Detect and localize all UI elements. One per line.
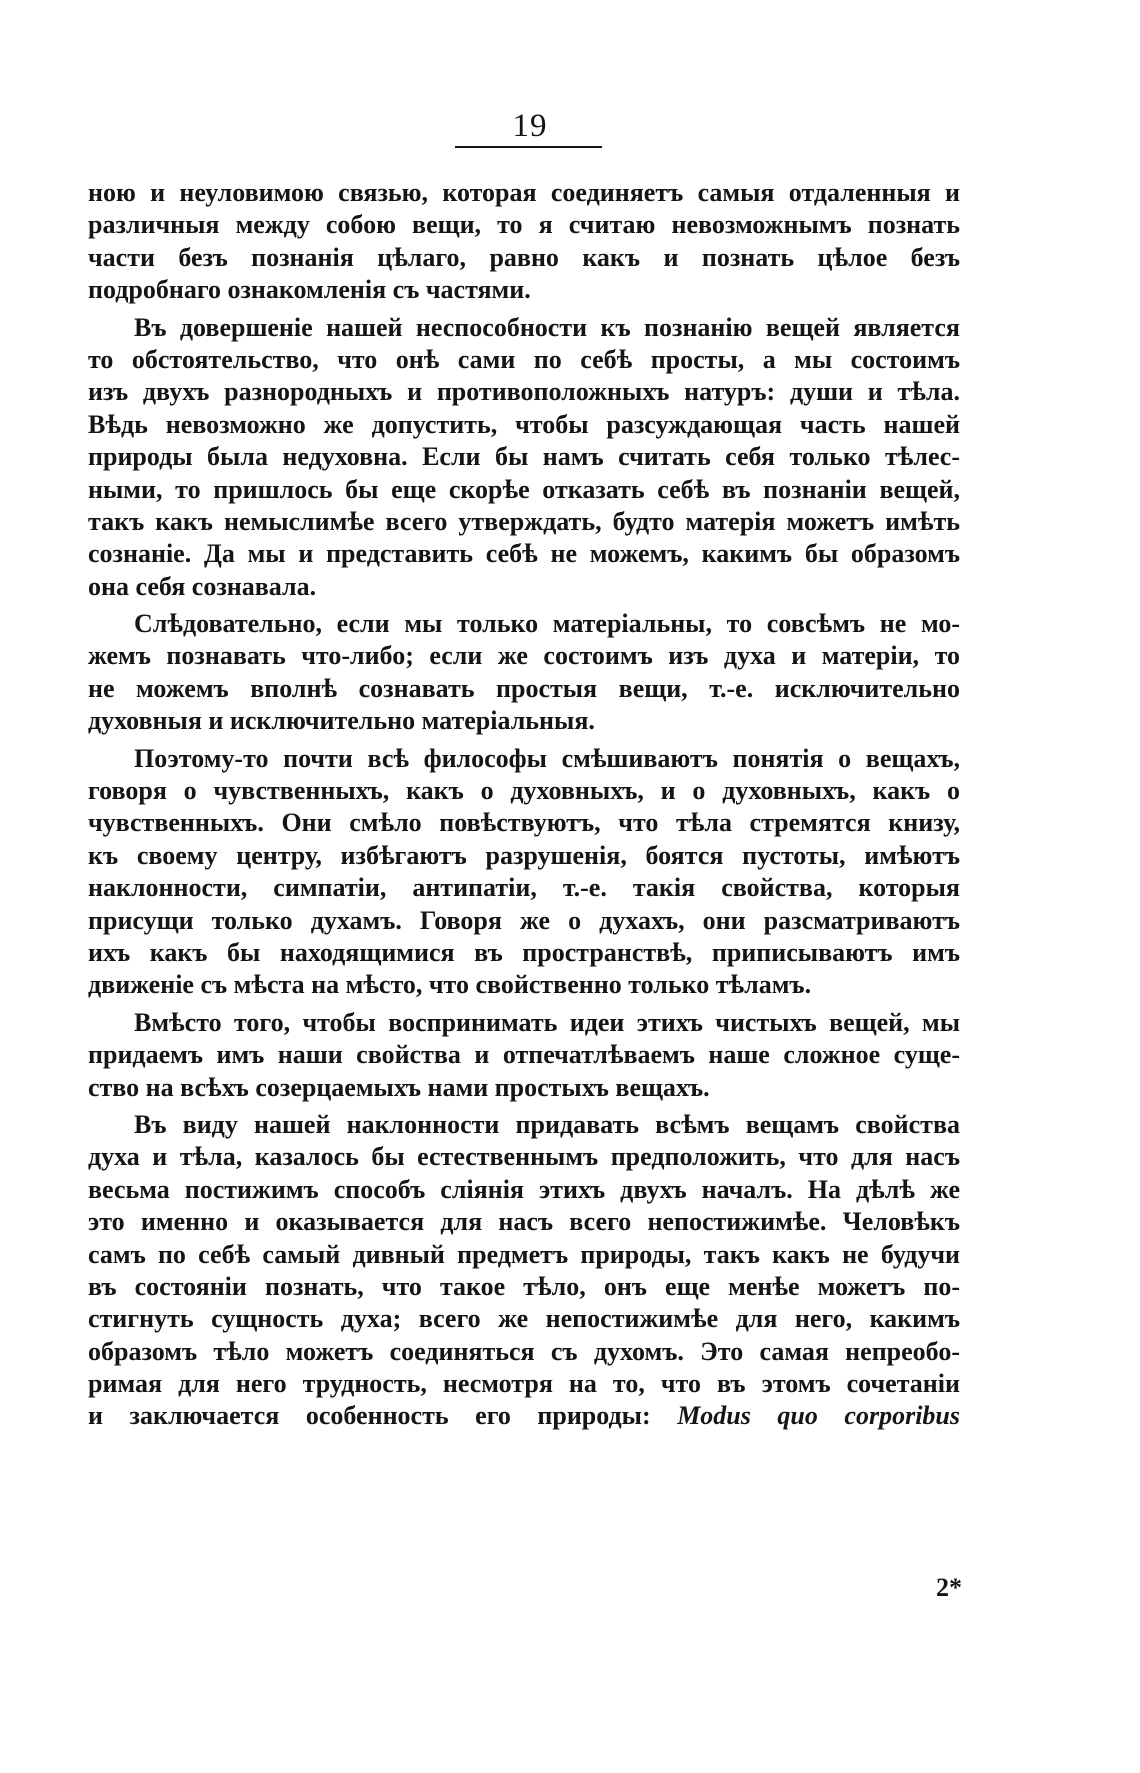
text-line: Въ довершеніе нашей неспособности къ познанію вещей является xyxy=(134,312,960,342)
text-line: такъ какъ немыслимѣе всего утверждать, будто матерія можетъ имѣть xyxy=(88,506,960,536)
text-line: ною и неуловимою связью, которая соединяетъ самыя отдаленныя и xyxy=(88,178,960,207)
text-line: въ состояніи познать, что такое тѣло, онъ еще менѣе можетъ по- xyxy=(88,1271,960,1301)
paragraph-6 xyxy=(88,1109,960,1433)
text-line: наклонности, симпатіи, антипатіи, т.-е. такія свойства, которыя xyxy=(88,873,960,903)
paragraph-3 xyxy=(88,608,960,738)
text-line: не можемъ вполнѣ сознавать простыя вещи, т.-е. исключительно xyxy=(88,673,960,703)
text-line-final xyxy=(88,1400,960,1432)
text-line: духа и тѣла, казалось бы естественнымъ предположить, что для насъ xyxy=(88,1142,960,1172)
signature-mark: 2* xyxy=(936,1573,962,1602)
text-line: образомъ тѣло можетъ соединяться съ духомъ. Это самая непреобо- xyxy=(88,1336,960,1366)
text-line: ными, то пришлось бы еще скорѣе отказать себѣ въ познаніи вещей, xyxy=(88,474,960,504)
text-line: говоря о чувственныхъ, какъ о духовныхъ, и о духовныхъ, какъ о xyxy=(88,776,960,806)
paragraph-5 xyxy=(88,1007,960,1104)
text-line: сознаніе. Да мы и представить себѣ не можемъ, какимъ бы образомъ xyxy=(88,539,960,569)
text-line: движеніе съ мѣста на мѣсто, что свойственно только тѣламъ. xyxy=(88,970,812,1000)
text-line: духовныя и исключительно матеріальныя. xyxy=(88,706,595,736)
latin-phrase: Modus quo corporibus xyxy=(677,1401,960,1431)
text-line: стигнуть сущность духа; всего же непостижимѣе для него, какимъ xyxy=(88,1304,960,1334)
text-line: ихъ какъ бы находящимися въ пространствѣ, приписываютъ имъ xyxy=(88,937,960,967)
text-line: ство на всѣхъ созерцаемыхъ нами простыхъ вещахъ. xyxy=(88,1072,710,1102)
page-number-rule xyxy=(455,146,602,148)
body-text xyxy=(88,177,960,1433)
paragraph-2 xyxy=(88,312,960,604)
text-line: она себя сознавала. xyxy=(88,571,317,601)
text-line: къ своему центру, избѣгаютъ разрушенія, боятся пустоты, имѣютъ xyxy=(88,840,960,870)
text-line: самъ по себѣ самый дивный предметъ природы, такъ какъ не будучи xyxy=(88,1239,960,1269)
text-line: это именно и оказывается для насъ всего непостижимѣе. Человѣкъ xyxy=(88,1207,960,1237)
text-line: придаемъ имъ наши свойства и отпечатлѣваемъ наше сложное суще- xyxy=(88,1040,960,1070)
text-line: весьма постижимъ способъ сліянія этихъ двухъ началъ. На дѣлѣ же xyxy=(88,1174,960,1204)
text-line: чувственныхъ. Они смѣло повѣствуютъ, что тѣла стремятся книзу, xyxy=(88,808,960,838)
text-line: присущи только духамъ. Говоря же о духахъ, они разсматриваютъ xyxy=(88,905,960,935)
text-line: изъ двухъ разнородныхъ и противоположныхъ натуръ: души и тѣла. xyxy=(88,377,960,407)
text-line: то обстоятельство, что онѣ сами по себѣ просты, а мы состоимъ xyxy=(88,344,960,374)
text-line: жемъ познавать что-либо; если же состоимъ изъ духа и матеріи, то xyxy=(88,641,960,671)
text-line: подробнаго ознакомленія съ частями. xyxy=(88,275,531,305)
text-line: природы была недуховна. Если бы намъ считать себя только тѣлес- xyxy=(88,442,960,472)
paragraph-1 xyxy=(88,177,960,307)
text-line: римая для него трудность, несмотря на то, что въ этомъ сочетаніи xyxy=(88,1369,960,1399)
text-line: Вмѣсто того, чтобы воспринимать идеи этихъ чистыхъ вещей, мы xyxy=(134,1007,960,1037)
text-line: различныя между собою вещи, то я считаю невозможнымъ познать xyxy=(88,210,960,240)
text-line: Вѣдь невозможно же допустить, чтобы разсуждающая часть нашей xyxy=(88,409,960,439)
text-segment: и заключается особенность его природы: xyxy=(88,1401,678,1431)
page-number: 19 xyxy=(512,108,548,144)
text-line: Поэтому-то почти всѣ философы смѣшиваютъ понятія о вещахъ, xyxy=(134,743,960,773)
text-line: Въ виду нашей наклонности придавать всѣмъ вещамъ свойства xyxy=(134,1109,960,1139)
text-line: Слѣдовательно, если мы только матеріальны, то совсѣмъ не мо- xyxy=(134,609,960,639)
paragraph-4 xyxy=(88,743,960,1002)
text-line: части безъ познанія цѣлаго, равно какъ и познать цѣлое безъ xyxy=(88,242,960,272)
